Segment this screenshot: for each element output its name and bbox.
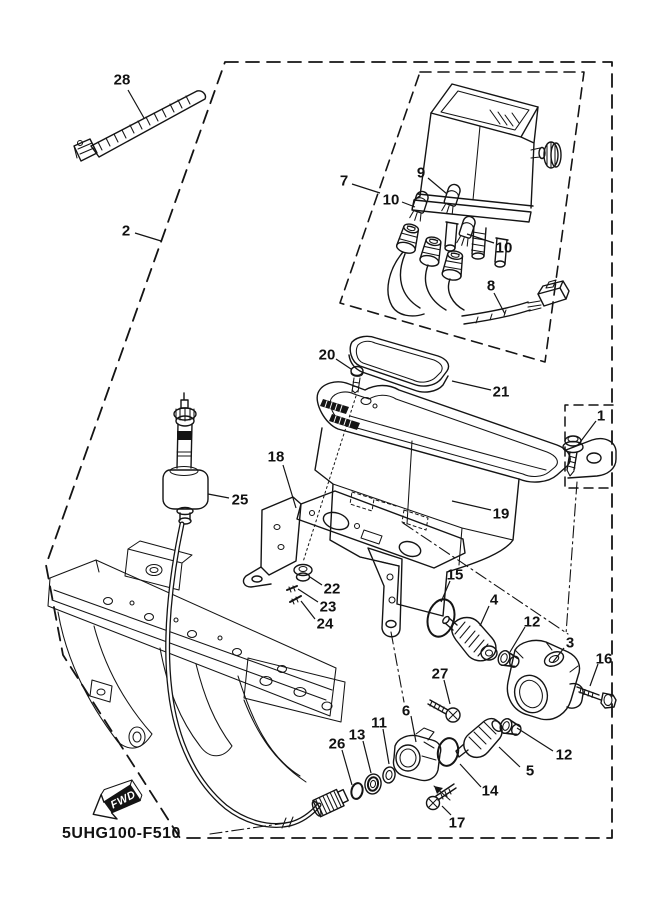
- callout-leader-19: [452, 501, 491, 510]
- callout-leader-7: [352, 184, 380, 193]
- callout-leader-26: [342, 750, 352, 785]
- part-15-oring: [424, 596, 459, 639]
- outer-boundary: [46, 62, 612, 838]
- callout-label-6: 6: [401, 702, 411, 720]
- callout-label-28: 28: [113, 71, 131, 89]
- part-26-cable-end: [310, 782, 364, 818]
- callout-leader-18: [283, 465, 296, 508]
- part-25-cable: [163, 393, 319, 834]
- fwd-label: FWD: [108, 788, 138, 812]
- callout-leader-5: [499, 747, 520, 767]
- callout-leader-27: [444, 680, 450, 704]
- callout-leader-6: [411, 716, 416, 742]
- callout-label-1: 1: [596, 407, 606, 425]
- callout-label-13: 13: [348, 726, 366, 744]
- part-6-holder: [393, 728, 440, 781]
- callout-leader-14: [460, 764, 481, 787]
- part-17-screw: [427, 784, 457, 810]
- callout-leader-25: [208, 494, 229, 498]
- part-28-cable-tie: [74, 91, 205, 161]
- callout-leader-22: [310, 577, 322, 585]
- callout-label-24: 24: [316, 615, 334, 633]
- part-4-gear: [442, 615, 497, 660]
- callout-leader-12: [510, 627, 525, 652]
- callout-label-4: 4: [489, 591, 499, 609]
- callout-leader-11: [383, 729, 389, 764]
- part-3-gear-housing: [507, 640, 583, 719]
- fwd-arrow: [86, 776, 147, 828]
- callout-label-12: 12: [523, 613, 541, 631]
- callout-leader-9: [428, 178, 447, 194]
- callout-label-22: 22: [323, 580, 341, 598]
- callout-label-20: 20: [318, 346, 336, 364]
- callout-leader-28: [128, 90, 144, 118]
- callout-label-15: 15: [446, 566, 464, 584]
- part-11-washer: [382, 766, 397, 784]
- assembly-axis-lines: [391, 482, 577, 702]
- part-27-screw: [428, 700, 460, 722]
- callout-label-2: 2: [121, 222, 131, 240]
- callout-label-10: 10: [495, 239, 513, 257]
- part-code-label: 5UHG100-F510: [62, 825, 181, 842]
- callout-leader-21: [452, 381, 491, 390]
- callout-label-7: 7: [339, 172, 349, 190]
- callout-leader-24: [301, 601, 315, 619]
- callout-leader-20: [336, 359, 351, 369]
- frame: [48, 541, 345, 782]
- callout-leader-10: [467, 234, 494, 243]
- callout-leader-13: [363, 741, 371, 773]
- part-5-gear: [456, 719, 504, 758]
- part-23-pin: [287, 586, 297, 592]
- callout-label-8: 8: [486, 277, 496, 295]
- part-19-meter-case: [315, 382, 616, 616]
- part-13-seal: [363, 773, 382, 795]
- callout-label-11: 11: [371, 714, 387, 732]
- callout-label-18: 18: [267, 448, 285, 466]
- callout-label-25: 25: [231, 491, 249, 509]
- callout-label-9: 9: [416, 164, 426, 182]
- callout-label-12: 12: [555, 746, 573, 764]
- callout-label-26: 26: [328, 735, 346, 753]
- meter-subassembly-boundary: [340, 72, 584, 362]
- callout-label-3: 3: [565, 634, 575, 652]
- callout-label-21: 21: [492, 383, 510, 401]
- callout-leader-2: [135, 233, 161, 241]
- callout-leader-12: [517, 728, 553, 751]
- part-9-bulb: [441, 183, 462, 215]
- callout-label-17: 17: [448, 814, 466, 832]
- callout-label-14: 14: [481, 782, 499, 800]
- callout-label-16: 16: [595, 650, 613, 668]
- callout-label-19: 19: [492, 505, 510, 523]
- part-24-pin: [290, 596, 301, 604]
- callout-label-27: 27: [431, 665, 449, 683]
- part-18-bracket: [244, 491, 465, 637]
- part-21-lens: [349, 336, 449, 392]
- callout-label-23: 23: [319, 598, 337, 616]
- callout-leader-4: [480, 606, 489, 626]
- part-22-grommet: [294, 565, 312, 582]
- callout-label-5: 5: [525, 762, 535, 780]
- callout-label-10: 10: [382, 191, 400, 209]
